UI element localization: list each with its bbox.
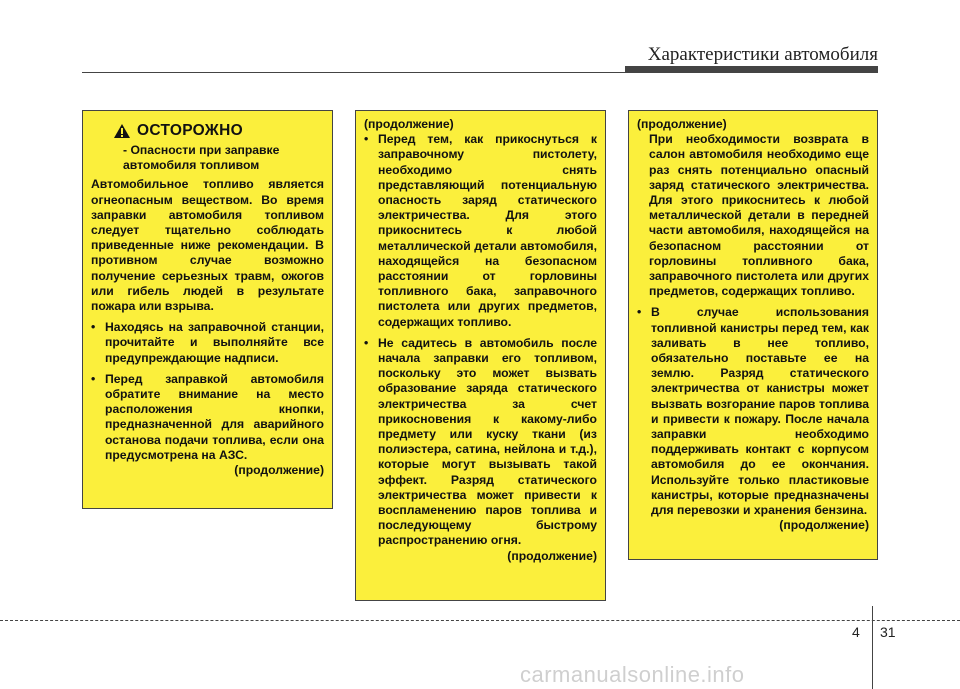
list-item-text: Перед заправкой автомобиля обратите внимание на место расположения кнопки, предназначенной для аварийного останова подачи топлива, если она предусмотрена на АЗС. bbox=[105, 371, 324, 462]
warning-title: ОСТОРОЖНО bbox=[137, 122, 243, 140]
chapter-number: 4 bbox=[852, 624, 860, 640]
list-item bbox=[364, 132, 597, 330]
continued-label: (продолжение) bbox=[234, 463, 324, 478]
footer-divider bbox=[872, 606, 873, 689]
page-number: 31 bbox=[880, 624, 896, 640]
warning-panel bbox=[82, 110, 333, 509]
continued-label: (продолжение) bbox=[507, 548, 597, 563]
list-item bbox=[91, 372, 324, 463]
warning-intro: Автомобильное топливо является огнеопасным веществом. Во время заправки автомобиля топливом следует тщательно соблюдать приведенные ниже рекомендации. В противном случае возможно получение серьезных травм, ожогов или гибель людей в результате пожара или взрыва. bbox=[91, 177, 324, 314]
warning-triangle-icon bbox=[113, 123, 131, 139]
list-item-text: В случае использования топливной канистры перед тем, как заливать в нее топливо, обязательно поставьте ее на землю. Разряд статического электричества от канистры может вызвать возгорание паров топлива и привести к пожару. После начала заправки необходимо поддерживать контакт с корпусом автомобиля до ее окончания. Используйте только пластиковые канистры, которые предназначены для перевозки и хранения бензина. bbox=[651, 305, 869, 518]
list-item-text: Перед тем, как прикоснуться к заправочному пистолету, необходимо снять представляющий потенциальную опасность заряд статического электричества. Для этого прикоснитесь к любой металлической детали автомобиля, находящейся на безопасном расстоянии от горловины топливного бака, заправочного пистолета или других предметов, содержащих топливо. bbox=[378, 132, 597, 329]
list-item-text: Находясь на заправочной станции, прочитайте и выполняйте все предупреждающие надписи. bbox=[105, 320, 324, 365]
list-item bbox=[637, 305, 869, 518]
watermark: carmanualsonline.info bbox=[520, 662, 745, 687]
bullet-dot: • bbox=[637, 305, 642, 320]
section-title: Характеристики автомобиля bbox=[647, 44, 878, 65]
list-item bbox=[364, 336, 597, 549]
list-item-text: Не садитесь в автомобиль после начала заправки его топливом, поскольку это может вызвать образование заряда статического электричества за счет прикосновения к какому-либо предмету или куску ткани (из полиэстера, сатина, нейлона и т.д.), которые могут вызывать такой эффект. Разряд статического электричества может привести к воспламенению паров топлива и последующему быстрому распространению огня. bbox=[378, 335, 597, 548]
warning-panel-continued bbox=[628, 110, 878, 560]
continued-label: (продолжение) bbox=[364, 117, 454, 131]
bullet-dot: • bbox=[364, 132, 369, 147]
continued-label: (продолжение) bbox=[779, 518, 869, 533]
bullet-dot: • bbox=[91, 320, 96, 335]
footer-rule bbox=[0, 620, 960, 621]
header-rule-accent bbox=[625, 66, 878, 72]
warning-panel-continued bbox=[355, 110, 606, 601]
warning-header bbox=[113, 123, 324, 139]
paragraph: При необходимости возврата в салон автомобиля необходимо еще раз снять потенциально опасный заряд статического электричества. Для этого прикоснитесь к любой металлической детали в передней части автомобиля, находящейся на безопасном расстоянии от горловины топливного бака, заправочного пистолета или других предметов, содержащих топливо. bbox=[649, 132, 869, 299]
header-rule bbox=[82, 72, 878, 73]
bullet-dot: • bbox=[364, 335, 369, 350]
list-item bbox=[91, 320, 324, 366]
continued-label: (продолжение) bbox=[637, 117, 727, 131]
warning-subtitle: - Опасности при заправке автомобиля топливом bbox=[123, 143, 280, 173]
bullet-dot: • bbox=[91, 371, 96, 386]
